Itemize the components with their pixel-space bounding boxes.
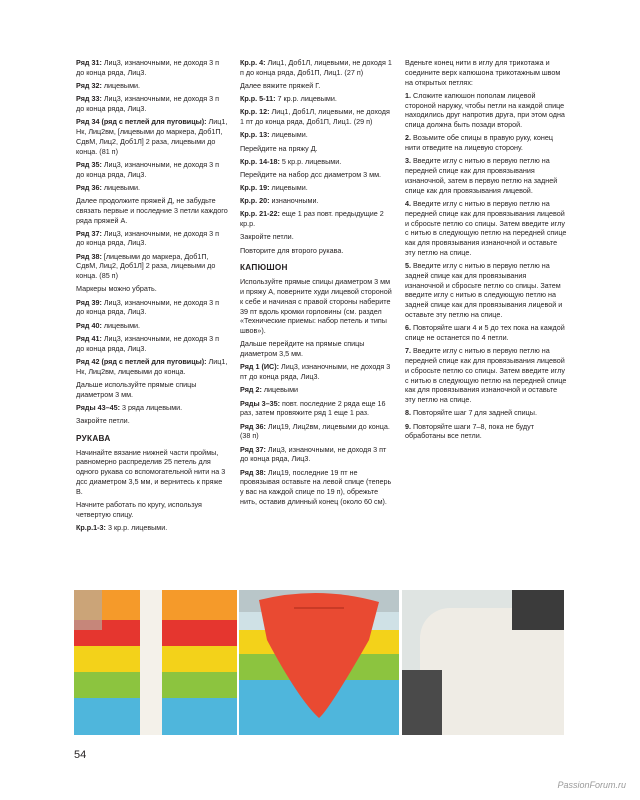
row-label: 6. xyxy=(405,323,411,333)
row-label: Ряд 32: xyxy=(76,80,102,90)
paragraph xyxy=(76,160,228,180)
paragraph xyxy=(405,199,567,258)
paragraph xyxy=(240,183,392,193)
photo-striped-cardigan xyxy=(74,590,237,735)
row-label: 3. xyxy=(405,156,411,166)
row-label: Ряд 42 (ряд с петлей для пуговицы): xyxy=(76,356,207,366)
row-label: Ряд 1 (ИС): xyxy=(240,362,279,372)
row-label: Ряд 2: xyxy=(240,385,262,395)
paragraph xyxy=(240,362,392,382)
hood-shape xyxy=(239,590,399,735)
row-label: Ряд 41: xyxy=(76,333,102,343)
paragraph xyxy=(240,339,392,359)
row-label: Ряд 36: xyxy=(240,421,266,431)
paragraph xyxy=(240,468,392,507)
row-text: Возьмите обе спицы в правую руку, конец нити отведите на лицевую сторону. xyxy=(405,133,553,153)
paragraph xyxy=(240,130,392,140)
row-text: Введите иглу с нитью в первую петлю на передней спице как для провязывания лицевой и сбросьте петлю со спицы. Затем введите иглу с нитью в следующую петлю на передней спице как для провязывания изнаночной и оставьте эту петлю на спице. xyxy=(405,198,567,257)
paragraph xyxy=(240,209,392,229)
row-text: Лиц3, изнаночными, не доходя 3 пт до конца ряда, Лиц3. xyxy=(240,444,387,464)
paragraph xyxy=(240,144,392,154)
section-heading: КАПЮШОН xyxy=(240,263,288,273)
row-label: Ряд 36: xyxy=(76,182,102,192)
row-label: Ряды 43–45: xyxy=(76,402,120,412)
paragraph xyxy=(76,229,228,249)
row-text: Закройте петли. xyxy=(240,232,294,242)
row-text: Вденьте конец нити в иглу для трикотажа и соедините верх капюшона трикотажным швом на открытых петлях: xyxy=(405,58,561,87)
paragraph xyxy=(76,448,228,497)
paragraph xyxy=(76,380,228,400)
section-heading: РУКАВА xyxy=(76,433,111,443)
photo-hood-back xyxy=(239,590,399,735)
text-column-1 xyxy=(76,58,228,536)
row-label: 2. xyxy=(405,133,411,143)
paragraph xyxy=(240,157,392,167)
row-text: Введите иглу с нитью в первую петлю на передней спице как для провязывания изнаночной, затем в первую петлю на задней спице как для провязывания лицевой. xyxy=(405,156,558,195)
row-text: Маркеры можно убрать. xyxy=(76,284,157,294)
row-text: [лицевыми до маркера, Доб1П, СдвМ, Лиц2, Доб1Л] 2 раза, лицевыми до конца. (85 п) xyxy=(76,251,216,281)
row-label: Ряд 38: xyxy=(240,467,266,477)
row-text: 3 кр.р. лицевыми. xyxy=(105,522,168,532)
paragraph xyxy=(405,133,567,153)
row-text: Сложите капюшон пополам лицевой стороной наружу, чтобы петли на каждой спице находились друг напротив друга, при этом одна спица должна быть позади второй. xyxy=(405,90,565,130)
row-text: Введите иглу с нитью в первую петлю на задней спице как для провязывания изнаночной и сбросьте петлю со спицы. Затем введите иглу с нитью в следующую петлю на задней спице как для провязывания лицевой и оставьте эту петлю на спице. xyxy=(405,261,563,320)
paragraph xyxy=(76,416,228,426)
row-text: Лиц3, изнаночными, не доходя 3 пт до конца ряда, Лиц3. xyxy=(240,362,391,382)
paragraph xyxy=(76,298,228,318)
row-label: Кр.р. 4: xyxy=(240,58,266,67)
row-label: Ряд 39: xyxy=(76,297,102,307)
page-number: 54 xyxy=(74,749,87,761)
paragraph xyxy=(405,156,567,195)
row-text: Повторяйте шаг 7 для задней спицы. xyxy=(411,408,537,418)
row-label: 7. xyxy=(405,346,411,356)
row-text: Перейдите на набор дсс диаметром 3 мм. xyxy=(240,169,382,179)
row-label: Ряд 38: xyxy=(76,251,102,261)
paragraph xyxy=(240,107,392,127)
row-label: 8. xyxy=(405,408,411,418)
text-column-3 xyxy=(405,58,567,445)
row-text: Лиц3, изнаночными, не доходя 3 п до конца ряда, Лиц3. xyxy=(76,297,219,317)
row-label: Ряд 40: xyxy=(76,320,102,330)
paragraph xyxy=(405,91,567,130)
row-text: Далее вяжите пряжей Г. xyxy=(240,80,321,90)
paragraph xyxy=(405,323,567,343)
row-label: Ряд 37: xyxy=(240,444,266,454)
row-label: Ряд 35: xyxy=(76,159,102,169)
row-text: Лиц19, последние 19 пт не провязывая оставьте на левой спице (теперь у вас на каждой спице по 19 п), обрежьте нить, оставив длинный конец (около 60 см). xyxy=(240,467,392,506)
row-text: 7 кр.р. лицевыми. xyxy=(275,94,337,104)
row-text: Повторяйте шаги 7–8, пока не будут обработаны все петли. xyxy=(405,421,534,441)
row-text: Лиц1, Нк, Лиц2вм, лицевыми до конца. xyxy=(76,356,228,376)
row-text: еще 1 раз повт. предыдущие 2 кр.р. xyxy=(240,209,384,229)
paragraph xyxy=(76,252,228,281)
row-label: 5. xyxy=(405,261,411,271)
paragraph xyxy=(240,196,392,206)
paragraph xyxy=(240,232,392,242)
row-label: Кр.р. 14-18: xyxy=(240,156,280,166)
row-label: 1. xyxy=(405,90,411,100)
row-text: лицевыми. xyxy=(269,130,308,140)
paragraph xyxy=(405,408,567,418)
row-label: Кр.р. 12: xyxy=(240,107,270,117)
paragraph xyxy=(240,170,392,180)
row-text: Начните работать по кругу, используя четвертую спицу. xyxy=(76,499,202,519)
row-text: лицевыми. xyxy=(101,182,141,192)
paragraph xyxy=(76,403,228,413)
row-label: Кр.р.1-3: xyxy=(76,522,106,532)
row-text: лицевыми. xyxy=(101,80,141,90)
paragraph xyxy=(76,117,228,156)
paragraph xyxy=(240,385,392,395)
paragraph xyxy=(240,94,392,104)
row-label: Ряд 31: xyxy=(76,58,102,67)
row-text: Начинайте вязание нижней части проймы, равномерно распределив 25 петель для одного рукава со вспомогательной нити на 3 дсс диаметром 3,5 мм, и вернитесь к пряже В. xyxy=(76,447,226,496)
row-text: Лиц3, изнаночными, не доходя 3 п до конца ряда, Лиц3. xyxy=(76,159,219,179)
row-text: 5 кр.р. лицевыми. xyxy=(279,156,342,166)
row-text: Лиц1, Нк, Лиц2вм, [лицевыми до маркера, Доб1П, СдвМ, Лиц2, Доб1Л] 2 раза, лицевыми до конца. (81 п) xyxy=(76,117,228,156)
row-label: Кр.р. 5-11: xyxy=(240,94,276,104)
row-text: Далее продолжите пряжей Д, не забудьте связать первые и последние 3 петли каждого ряда пряжей А. xyxy=(76,195,228,225)
watermark-text: PassionForum.ru xyxy=(557,780,626,790)
row-text: Лиц3, изнаночными, не доходя 3 п до конца ряда, Лиц3. xyxy=(76,94,219,113)
paragraph xyxy=(76,94,228,114)
paragraph xyxy=(240,445,392,465)
paragraph xyxy=(240,399,392,419)
row-text: Лиц3, изнаночными, не доходя 3 п до конца ряда, Лиц3. xyxy=(76,228,219,248)
row-text: Дальше перейдите на прямые спицы диаметром 3,5 мм. xyxy=(240,339,365,359)
paragraph xyxy=(76,334,228,354)
paragraph xyxy=(405,58,567,87)
row-text: изнаночными. xyxy=(269,196,319,206)
row-text: лицевыми. xyxy=(269,183,308,193)
paragraph xyxy=(76,284,228,294)
paragraph xyxy=(76,196,228,225)
paragraph xyxy=(76,357,228,377)
paragraph xyxy=(405,422,567,442)
row-text: Перейдите на пряжу Д. xyxy=(240,143,318,153)
row-label: Кр.р. 21-22: xyxy=(240,209,280,219)
paragraph xyxy=(76,523,228,533)
paragraph xyxy=(405,261,567,320)
paragraph xyxy=(405,346,567,405)
paragraph xyxy=(240,58,392,78)
row-text: лицевыми. xyxy=(101,320,141,330)
row-label: Кр.р. 19: xyxy=(240,183,270,193)
paragraph xyxy=(76,81,228,91)
row-text: Лиц3, изнаночными, не доходя 3 п до конца ряда, Лиц3. xyxy=(76,333,219,353)
row-text: Лиц3, изнаночными, не доходя 3 п до конца ряда, Лиц3. xyxy=(76,58,219,77)
paragraph xyxy=(240,422,392,442)
row-text: Закройте петли. xyxy=(76,415,130,425)
row-text: Повторяйте шаги 4 и 5 до тех пока на каждой спице не останется по 4 петли. xyxy=(405,323,565,343)
row-label: 4. xyxy=(405,198,411,208)
row-label: Ряд 37: xyxy=(76,228,102,238)
row-text: Дальше используйте прямые спицы диаметром 3 мм. xyxy=(76,379,197,399)
row-text: лицевыми xyxy=(261,385,299,395)
paragraph xyxy=(76,58,228,78)
row-label: Ряд 34 (ряд с петлей для пуговицы): xyxy=(76,117,207,127)
paragraph xyxy=(240,81,392,91)
paragraph xyxy=(76,183,228,193)
row-label: Ряд 33: xyxy=(76,94,102,104)
row-text: Лиц1, Доб1Л, лицевыми, не доходя 1 п до конца ряда, Доб1П, Лиц1. (27 п) xyxy=(240,58,392,77)
row-text: Введите иглу с нитью в первую петлю на передней спице как для провязывания лицевой и сбросьте петлю со спицы. Затем введите иглу с нитью в следующую петлю на передней спице как для провязывания изнаночной и оставьте эту петлю на спице. xyxy=(405,346,567,405)
paragraph xyxy=(76,321,228,331)
row-label: Ряды 3–35: xyxy=(240,398,280,408)
row-text: Лиц1, Доб1Л, лицевыми, не доходя 1 пт до конца ряда, Доб1П, Лиц1. (29 п) xyxy=(240,107,390,127)
row-text: 3 ряда лицевыми. xyxy=(119,402,183,412)
row-text: Используйте прямые спицы диаметром 3 мм и пряжу А, поверните худи лицевой стороной к себе и начиная с правой стороны наберите 39 пт вдоль кромки горловины (см. раздел «Технические приемы: набор петель и типы швов»). xyxy=(240,277,392,336)
paragraph xyxy=(240,246,392,256)
paragraph xyxy=(76,500,228,520)
row-label: 9. xyxy=(405,421,411,431)
row-text: Повторите для второго рукава. xyxy=(240,245,344,255)
paragraph xyxy=(240,277,392,336)
row-label: Кр.р. 13: xyxy=(240,130,270,140)
row-text: повт. последние 2 ряда еще 16 раз, затем провяжите ряд 1 еще 1 раз. xyxy=(240,398,386,418)
text-column-2 xyxy=(240,58,392,510)
photo-sleeve-detail xyxy=(402,590,564,735)
row-label: Кр.р. 20: xyxy=(240,196,270,206)
row-text: Лиц19, Лиц2вм, лицевыми до конца. (38 п) xyxy=(240,421,390,441)
